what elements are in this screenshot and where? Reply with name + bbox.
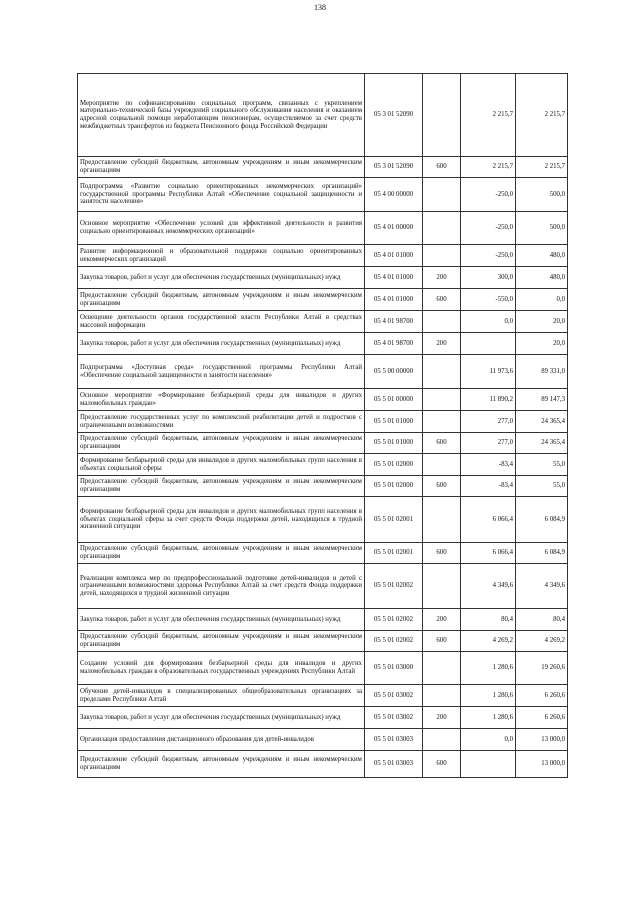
row-code-cell: 05 3 01 52090 [365,74,423,157]
row-amount-change-cell: -550,0 [461,289,516,311]
row-name-cell: Предоставление государственных услуг по комплексной реабилитации детей и подростков с ограниченными возможностями [78,411,365,433]
row-amount-change-cell: 4 349,6 [461,564,516,609]
table-row [78,355,568,389]
row-name-cell: Развитие информационной и образовательной поддержки социально ориентированных некоммерческих организаций [78,245,365,267]
table-row [78,411,568,433]
row-name-cell: Подпрограмма «Доступная среда» государственной программы Республики Алтай «Обеспечение социальной защищенности и занятости населения» [78,355,365,389]
row-name-cell: Основное мероприятие «Формирование безбарьерной среды для инвалидов и других маломобильных граждан» [78,389,365,411]
row-amount-total-cell: 6 084,9 [516,543,568,564]
row-expense-type-cell [423,411,461,433]
row-expense-type-cell [423,454,461,476]
row-amount-change-cell: 1 280,6 [461,685,516,707]
row-code-cell: 05 5 01 02002 [365,631,423,652]
row-amount-change-cell: 6 066,4 [461,497,516,543]
table-row [78,267,568,289]
row-amount-total-cell: 500,0 [516,178,568,212]
row-code-cell: 05 5 01 02000 [365,454,423,476]
row-expense-type-cell [423,729,461,751]
row-code-cell: 05 5 01 03000 [365,652,423,685]
row-amount-total-cell: 55,0 [516,454,568,476]
row-amount-change-cell: -250,0 [461,245,516,267]
table-row [78,543,568,564]
row-amount-total-cell: 19 260,6 [516,652,568,685]
table-row [78,454,568,476]
row-code-cell: 05 4 00 00000 [365,178,423,212]
row-amount-total-cell: 24 365,4 [516,433,568,454]
row-expense-type-cell: 600 [423,289,461,311]
row-name-cell: Организация предоставления дистанционного образования для детей-инвалидов [78,729,365,751]
row-expense-type-cell: 200 [423,609,461,631]
page-number: 138 [314,3,326,12]
row-amount-total-cell: 80,4 [516,609,568,631]
row-amount-total-cell: 4 269,2 [516,631,568,652]
row-amount-change-cell: -83,4 [461,476,516,497]
row-code-cell: 05 4 01 00000 [365,212,423,245]
row-amount-total-cell: 20,0 [516,311,568,333]
row-amount-change-cell: 277,0 [461,411,516,433]
row-expense-type-cell [423,685,461,707]
row-expense-type-cell: 200 [423,333,461,355]
row-expense-type-cell [423,212,461,245]
table-row [78,389,568,411]
row-amount-total-cell: 500,0 [516,212,568,245]
row-expense-type-cell [423,652,461,685]
table-row [78,476,568,497]
row-expense-type-cell [423,178,461,212]
row-code-cell: 05 5 01 01000 [365,411,423,433]
row-name-cell: Предоставление субсидий бюджетным, автономным учреждениям и иным некоммерческим организациям [78,631,365,652]
row-amount-change-cell: 0,0 [461,311,516,333]
row-code-cell: 05 4 01 01000 [365,289,423,311]
row-amount-change-cell: 1 280,6 [461,707,516,729]
row-name-cell: Реализация комплекса мер по предпрофессиональной подготовке детей-инвалидов и детей с ограниченными возможностями здоровья Республики Алтай за счет средств Фонда поддержки детей, находящихся в трудной жизненной ситуации [78,564,365,609]
row-code-cell: 05 5 01 01000 [365,433,423,454]
table-row [78,311,568,333]
row-name-cell: Закупка товаров, работ и услуг для обеспечения государственных (муниципальных) нужд [78,707,365,729]
row-name-cell: Мероприятие по софинансированию социальных программ, связанных с укреплением материально-технической базы учреждений социального обслуживания населения и оказанием адресной социальной помощи неработающим пенсионерам, осуществляемое за счет средств межбюджетных трансфертов из бюджета Пенсионного фонда Российской Федерации [78,74,365,157]
table-row [78,289,568,311]
row-amount-total-cell: 2 215,7 [516,157,568,178]
budget-table [77,73,568,778]
row-amount-total-cell: 0,0 [516,289,568,311]
row-name-cell: Предоставление субсидий бюджетным, автономным учреждениям и иным некоммерческим организациям [78,476,365,497]
row-amount-change-cell: 1 280,6 [461,652,516,685]
row-amount-change-cell: -250,0 [461,212,516,245]
row-name-cell: Создание условий для формирования безбарьерной среды для инвалидов и других маломобильных граждан в образовательных государственных учреждениях Республики Алтай [78,652,365,685]
row-name-cell: Обучение детей-инвалидов в специализированных общеобразовательных организациях за пределами Республики Алтай [78,685,365,707]
table-row [78,157,568,178]
row-amount-change-cell: 2 215,7 [461,74,516,157]
row-expense-type-cell: 200 [423,267,461,289]
table-row [78,652,568,685]
row-code-cell: 05 5 01 03002 [365,707,423,729]
row-code-cell: 05 5 01 02000 [365,476,423,497]
row-name-cell: Подпрограмма «Развитие социально ориентированных некоммерческих организаций» государственной программы Республики Алтай «Обеспечение социальной защищенности и занятости населения» [78,178,365,212]
table-row [78,707,568,729]
table-row [78,729,568,751]
row-code-cell: 05 5 01 02002 [365,609,423,631]
table-row [78,74,568,157]
row-amount-total-cell: 20,0 [516,333,568,355]
row-amount-change-cell: 4 269,2 [461,631,516,652]
row-expense-type-cell [423,564,461,609]
row-amount-total-cell: 480,0 [516,267,568,289]
row-expense-type-cell: 200 [423,707,461,729]
row-amount-change-cell: -250,0 [461,178,516,212]
row-name-cell: Предоставление субсидий бюджетным, автономным учреждениям и иным некоммерческим организациям [78,433,365,454]
row-amount-change-cell: 2 215,7 [461,157,516,178]
row-expense-type-cell [423,74,461,157]
row-name-cell: Закупка товаров, работ и услуг для обеспечения государственных (муниципальных) нужд [78,333,365,355]
row-code-cell: 05 5 00 00000 [365,355,423,389]
row-code-cell: 05 5 01 03003 [365,729,423,751]
table-row [78,333,568,355]
row-expense-type-cell [423,497,461,543]
row-name-cell: Предоставление субсидий бюджетным, автономным учреждениям и иным некоммерческим организациям [78,157,365,178]
row-expense-type-cell [423,355,461,389]
table-row [78,631,568,652]
row-expense-type-cell: 600 [423,631,461,652]
row-name-cell: Предоставление субсидий бюджетным, автономным учреждениям и иным некоммерческим организациям [78,751,365,778]
row-amount-total-cell: 6 084,9 [516,497,568,543]
row-amount-total-cell: 13 000,0 [516,729,568,751]
row-expense-type-cell: 600 [423,157,461,178]
table-row [78,245,568,267]
row-amount-total-cell: 24 365,4 [516,411,568,433]
row-amount-change-cell: 277,0 [461,433,516,454]
row-amount-change-cell: 0,0 [461,729,516,751]
row-name-cell: Предоставление субсидий бюджетным, автономным учреждениям и иным некоммерческим организациям [78,289,365,311]
row-expense-type-cell: 600 [423,433,461,454]
row-name-cell: Формирование безбарьерной среды для инвалидов и других маломобильных групп населения в объектах социальной сферы за счет средств Фонда поддержки детей, находящихся в трудной жизненной ситуации [78,497,365,543]
row-amount-total-cell: 6 260,6 [516,707,568,729]
row-amount-total-cell: 13 000,0 [516,751,568,778]
row-amount-total-cell: 55,0 [516,476,568,497]
row-amount-total-cell: 480,0 [516,245,568,267]
row-code-cell: 05 4 01 01000 [365,245,423,267]
row-code-cell: 05 5 01 02002 [365,564,423,609]
table-row [78,685,568,707]
table-row [78,609,568,631]
row-name-cell: Основное мероприятие «Обеспечение условий для эффективной деятельности и развития социально ориентированных некоммерческих организаций» [78,212,365,245]
row-code-cell: 05 4 01 98700 [365,311,423,333]
row-name-cell: Закупка товаров, работ и услуг для обеспечения государственных (муниципальных) нужд [78,267,365,289]
row-code-cell: 05 3 01 52090 [365,157,423,178]
row-amount-total-cell: 89 147,3 [516,389,568,411]
row-expense-type-cell: 600 [423,751,461,778]
table-row [78,497,568,543]
row-code-cell: 05 5 01 03002 [365,685,423,707]
row-amount-change-cell: 300,0 [461,267,516,289]
row-expense-type-cell: 600 [423,543,461,564]
row-expense-type-cell [423,245,461,267]
budget-table-body [78,74,568,778]
row-code-cell: 05 5 01 03003 [365,751,423,778]
row-amount-total-cell: 4 349,6 [516,564,568,609]
row-code-cell: 05 4 01 98700 [365,333,423,355]
row-code-cell: 05 5 01 02001 [365,497,423,543]
row-name-cell: Предоставление субсидий бюджетным, автономным учреждениям и иным некоммерческим организациям [78,543,365,564]
row-name-cell: Закупка товаров, работ и услуг для обеспечения государственных (муниципальных) нужд [78,609,365,631]
table-row [78,433,568,454]
row-code-cell: 05 5 01 00000 [365,389,423,411]
row-amount-total-cell: 89 331,0 [516,355,568,389]
table-row [78,751,568,778]
row-amount-change-cell: 80,4 [461,609,516,631]
row-amount-change-cell [461,333,516,355]
table-row [78,564,568,609]
row-name-cell: Освещение деятельности органов государственной власти Республики Алтай в средствах массовой информации [78,311,365,333]
table-row [78,212,568,245]
row-amount-change-cell: -83,4 [461,454,516,476]
row-expense-type-cell [423,311,461,333]
row-expense-type-cell: 600 [423,476,461,497]
row-amount-change-cell: 11 890,2 [461,389,516,411]
table-row [78,178,568,212]
row-code-cell: 05 5 01 02001 [365,543,423,564]
row-amount-change-cell: 11 973,6 [461,355,516,389]
row-amount-change-cell: 6 066,4 [461,543,516,564]
row-code-cell: 05 4 01 01000 [365,267,423,289]
row-amount-total-cell: 6 260,6 [516,685,568,707]
row-amount-change-cell [461,751,516,778]
row-expense-type-cell [423,389,461,411]
row-amount-total-cell: 2 215,7 [516,74,568,157]
row-name-cell: Формирование безбарьерной среды для инвалидов и других маломобильных групп населения в объектах социальной сферы [78,454,365,476]
